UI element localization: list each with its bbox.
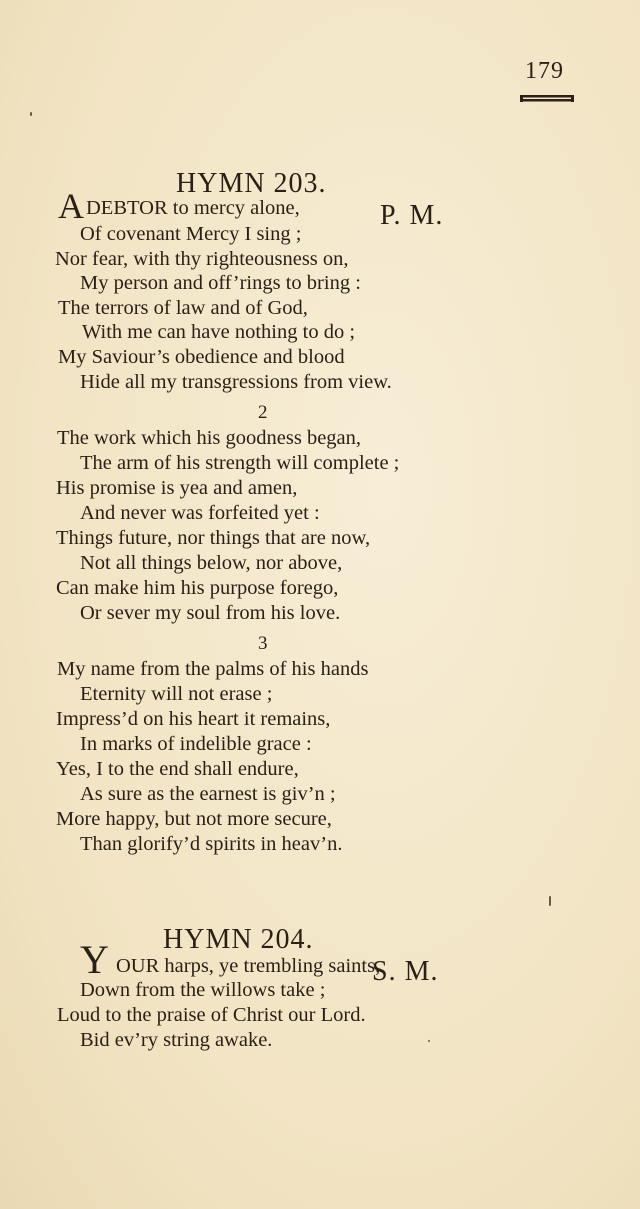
ink-speck [30,112,32,116]
verse-line: OUR harps, ye trembling saints, [116,955,381,977]
verse-line: My name from the palms of his hands [57,658,369,680]
ink-speck [549,896,551,906]
verse-line: As sure as the earnest is giv’n ; [80,783,336,805]
verse-line: And never was forfeited yet : [80,502,320,524]
verse-line: The work which his goodness began, [57,427,362,449]
verse-line: With me can have nothing to do ; [82,321,356,343]
hymn-204-title: HYMN 204. [163,924,314,955]
verse-line: Down from the willows take ; [80,979,326,1001]
verse-line: Loud to the praise of Christ our Lord. [57,1004,366,1026]
verse-line: My Saviour’s obedience and blood [58,346,345,368]
hymn-204-meter: S. M. [372,956,439,987]
hymn-203-title: HYMN 203. [176,168,327,199]
verse-line: My person and off’rings to bring : [80,272,361,294]
stanza-number: 2 [258,402,268,423]
verse-line: His promise is yea and amen, [56,477,298,499]
verse-line: Hide all my transgressions from view. [80,371,392,393]
drop-cap-y: Y [80,937,109,982]
ornamental-rule [520,94,574,103]
verse-line: The arm of his strength will complete ; [80,452,400,474]
stanza-number: 3 [258,633,268,654]
verse-line: Nor fear, with thy righteousness on, [55,248,349,270]
verse-line: Not all things below, nor above, [80,552,343,574]
verse-line: Things future, nor things that are now, [56,527,371,549]
hymn-203-meter: P. M. [380,200,444,231]
verse-line: Yes, I to the end shall endure, [56,758,299,780]
verse-line: The terrors of law and of God, [58,297,308,319]
page-number: 179 [525,58,564,84]
verse-line: Of covenant Mercy I sing ; [80,223,302,245]
verse-line: Than glorify’d spirits in heav’n. [80,833,343,855]
verse-line: Bid ev’ry string awake. [80,1029,273,1051]
verse-line: Impress’d on his heart it remains, [56,708,331,730]
drop-cap-a: A [58,186,84,226]
verse-line: In marks of indelible grace : [80,733,312,755]
verse-line: Can make him his purpose forego, [56,577,339,599]
verse-line: DEBTOR to mercy alone, [86,197,300,219]
verse-line: More happy, but not more secure, [56,808,332,830]
verse-line: Eternity will not erase ; [80,683,273,705]
ink-speck [428,1040,430,1042]
verse-line: Or sever my soul from his love. [80,602,341,624]
